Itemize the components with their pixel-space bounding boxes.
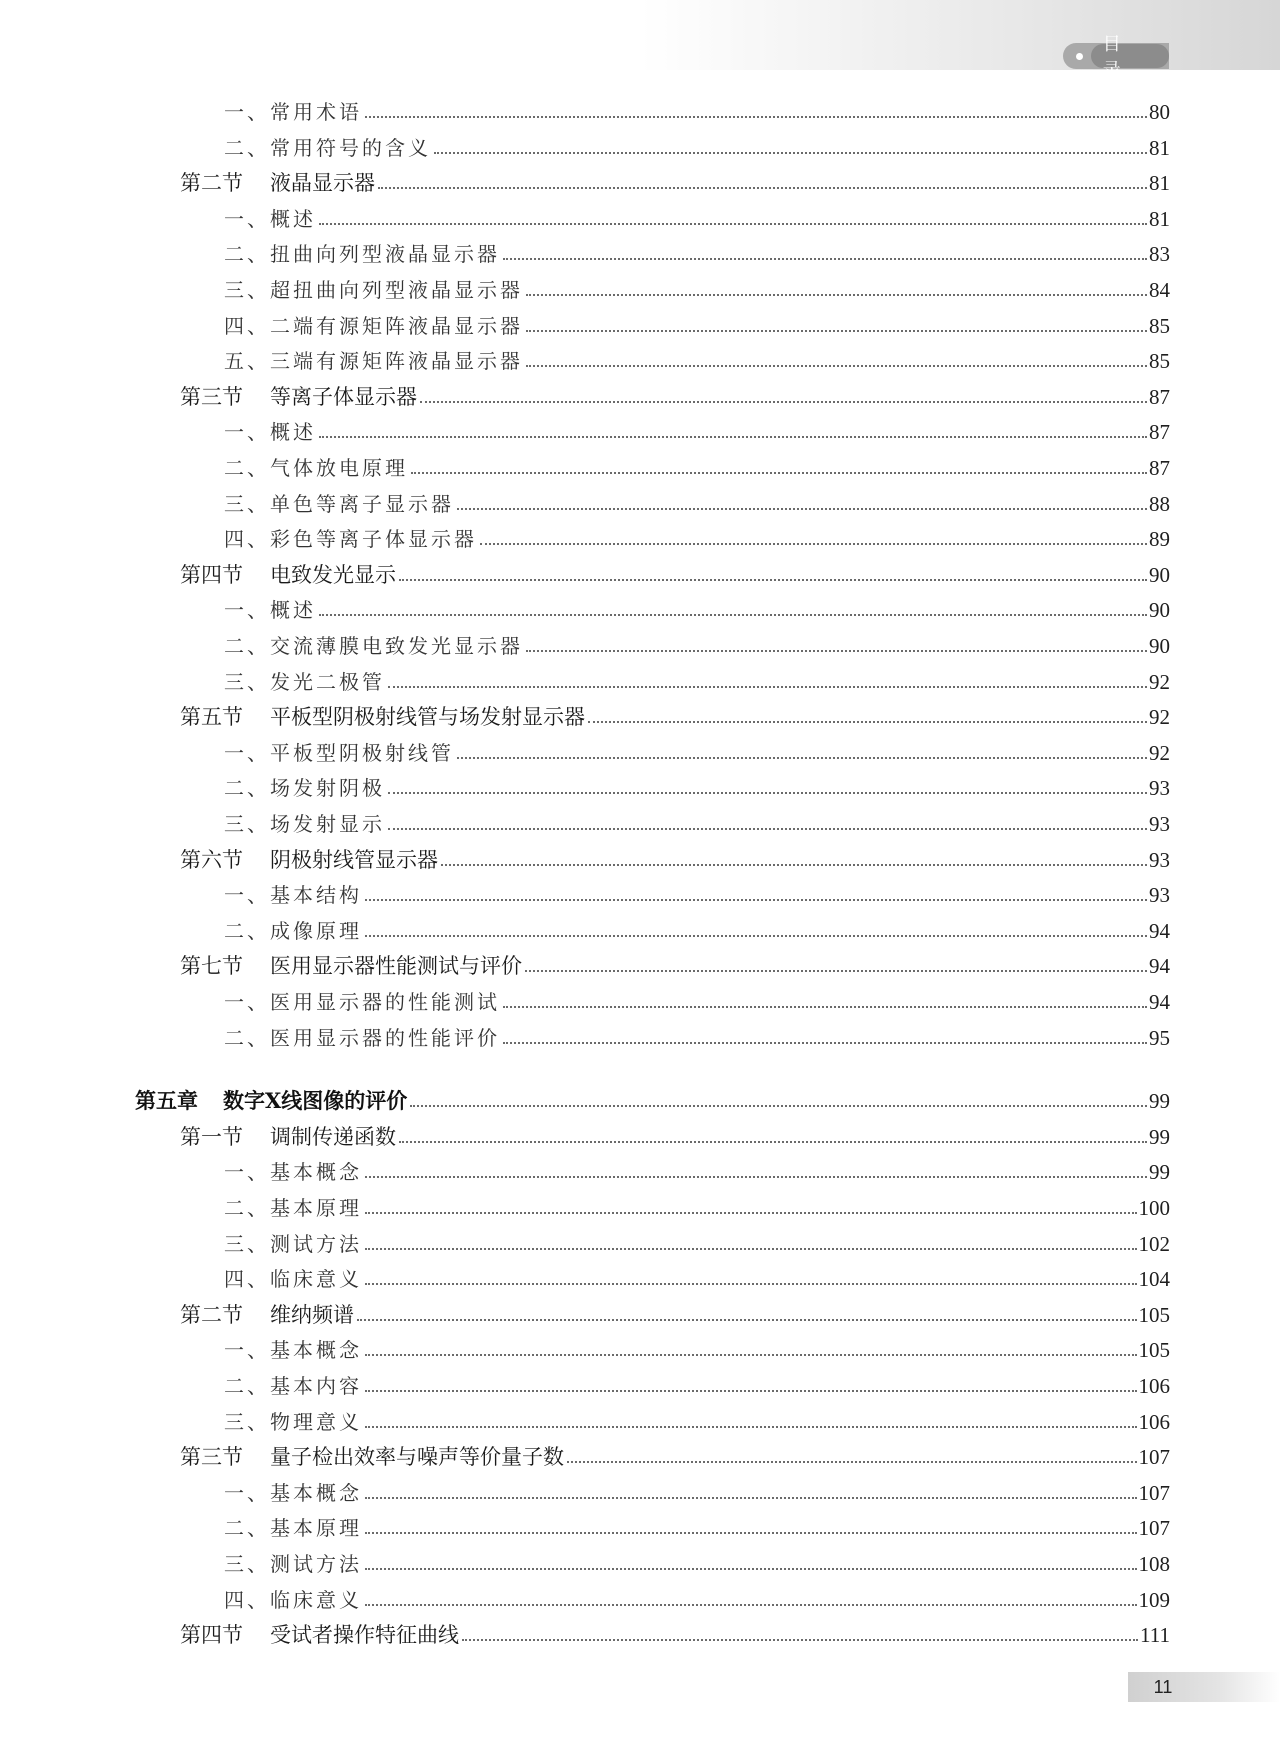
toc-entry-title (224, 1266, 362, 1292)
toc-entry-text: 二、基本原理 (224, 1516, 362, 1540)
toc-entry-item[interactable] (224, 447, 1170, 481)
toc-entry-page: 94 (1149, 954, 1170, 978)
toc-entry-item[interactable] (224, 1329, 1170, 1363)
toc-entry-section[interactable] (180, 1116, 1170, 1150)
toc-entry-text: 一、医用显示器的性能测试 (224, 990, 500, 1014)
toc-entry-chapter[interactable] (135, 1080, 1170, 1114)
toc-entry-title (180, 953, 522, 979)
toc-entry-title (224, 491, 454, 517)
toc-entry-title (224, 882, 362, 908)
toc-entry-page: 94 (1149, 990, 1170, 1014)
toc-entry-text: 液晶显示器 (270, 171, 375, 195)
toc-entry-title (180, 1302, 354, 1328)
dot-leader (388, 686, 1147, 688)
toc-entry-title (180, 384, 417, 410)
toc-entry-title (224, 455, 408, 481)
dot-leader (365, 1497, 1137, 1499)
toc-entry-page: 84 (1149, 278, 1170, 302)
toc-entry-item[interactable] (224, 661, 1170, 695)
dot-leader (378, 187, 1147, 189)
toc-entry-title (180, 704, 585, 730)
toc-entry-item[interactable] (224, 874, 1170, 908)
toc-entry-text: 一、基本概念 (224, 1481, 362, 1505)
toc-entry-page: 109 (1138, 1588, 1170, 1612)
toc-entry-title (224, 918, 362, 944)
toc-entry-item[interactable] (224, 340, 1170, 374)
dot-leader (480, 543, 1147, 545)
toc-entry-title (224, 1025, 500, 1051)
dot-leader (457, 508, 1147, 510)
dot-leader (399, 1141, 1147, 1143)
toc-entry-item[interactable] (224, 625, 1170, 659)
dot-leader (526, 294, 1147, 296)
dot-leader (399, 579, 1147, 581)
toc-entry-title (224, 348, 523, 374)
toc-entry-page: 111 (1140, 1623, 1170, 1647)
toc-entry-item[interactable] (224, 91, 1170, 125)
toc-entry-item[interactable] (224, 803, 1170, 837)
toc-entry-item[interactable] (224, 732, 1170, 766)
toc-entry-text: 五、三端有源矩阵液晶显示器 (224, 349, 523, 373)
toc-entry-title (180, 1622, 459, 1648)
toc-entry-item[interactable] (224, 589, 1170, 623)
toc-entry-text: 一、平板型阴极射线管 (224, 741, 454, 765)
toc-entry-page: 81 (1149, 136, 1170, 160)
toc-entry-number: 第一节 (180, 1125, 243, 1149)
toc-entry-item[interactable] (224, 305, 1170, 339)
toc-entry-page: 107 (1138, 1445, 1170, 1469)
toc-entry-text: 二、交流薄膜电致发光显示器 (224, 634, 523, 658)
toc-entry-title (180, 1444, 564, 1470)
toc-entry-title (224, 633, 523, 659)
toc-entry-text: 三、单色等离子显示器 (224, 492, 454, 516)
toc-entry-item[interactable] (224, 483, 1170, 517)
toc-entry-title (180, 562, 396, 588)
toc-entry-text: 数字X线图像的评价 (223, 1088, 408, 1113)
toc-entry-text: 二、扭曲向列型液晶显示器 (224, 242, 500, 266)
dot-leader (319, 614, 1147, 616)
dot-leader (357, 1319, 1137, 1321)
toc-entry-number: 第四节 (180, 1623, 243, 1647)
dot-leader (434, 152, 1147, 154)
toc-entry-page: 87 (1149, 456, 1170, 480)
toc-entry-item[interactable] (224, 198, 1170, 232)
toc-entry-page: 80 (1149, 100, 1170, 124)
toc-entry-text: 三、超扭曲向列型液晶显示器 (224, 278, 523, 302)
toc-entry-page: 83 (1149, 242, 1170, 266)
toc-entry-text: 三、发光二极管 (224, 670, 385, 694)
toc-entry-item[interactable] (224, 269, 1170, 303)
toc-entry-page: 87 (1149, 420, 1170, 444)
dot-leader (365, 935, 1147, 937)
toc-entry-title (224, 135, 431, 161)
toc-entry-text: 四、彩色等离子体显示器 (224, 527, 477, 551)
toc-entry-section[interactable] (180, 1614, 1170, 1648)
dot-leader (503, 1006, 1147, 1008)
toc-entry-page: 90 (1149, 634, 1170, 658)
toc-entry-text: 一、基本结构 (224, 883, 362, 907)
dot-leader (503, 1042, 1147, 1044)
toc-entry-title (224, 989, 500, 1015)
toc-entry-page: 93 (1149, 812, 1170, 836)
dot-leader (462, 1639, 1138, 1641)
toc-entry-number: 第五节 (180, 705, 243, 729)
header-section-tab (1063, 34, 1169, 81)
toc-entry-title (224, 597, 316, 623)
toc-entry-page: 99 (1149, 1160, 1170, 1184)
toc-entry-text: 三、测试方法 (224, 1232, 362, 1256)
dot-leader (457, 757, 1147, 759)
toc-entry-item[interactable] (224, 1401, 1170, 1435)
toc-entry-page: 105 (1138, 1338, 1170, 1362)
toc-entry-title (224, 313, 523, 339)
toc-entry-title (224, 1231, 362, 1257)
toc-entry-item[interactable] (224, 1223, 1170, 1257)
toc-entry-title (224, 1409, 362, 1435)
toc-entry-title (224, 1551, 362, 1577)
dot-leader (526, 330, 1147, 332)
toc-entry-section[interactable] (180, 376, 1170, 410)
toc-entry-page: 90 (1149, 598, 1170, 622)
toc-entry-section[interactable] (180, 554, 1170, 588)
toc-entry-text: 一、概述 (224, 598, 316, 622)
toc-entry-title (224, 775, 385, 801)
toc-entry-item[interactable] (224, 1543, 1170, 1577)
bullet-dot-icon (1076, 53, 1083, 60)
toc-entry-title (180, 1124, 396, 1150)
dot-leader (388, 792, 1147, 794)
toc-entry-text: 一、基本概念 (224, 1160, 362, 1184)
toc-entry-number: 第三节 (180, 1445, 243, 1469)
toc-entry-item[interactable] (224, 1579, 1170, 1613)
toc-entry-text: 平板型阴极射线管与场发射显示器 (270, 705, 585, 729)
toc-entry-text: 受试者操作特征曲线 (270, 1623, 459, 1647)
dot-leader (365, 1604, 1137, 1606)
dot-leader (388, 828, 1147, 830)
dot-leader (567, 1461, 1137, 1463)
toc-entry-section[interactable] (180, 1294, 1170, 1328)
toc-entry-page: 107 (1138, 1516, 1170, 1540)
dot-leader (365, 1354, 1137, 1356)
toc-entry-text: 调制传递函数 (270, 1125, 396, 1149)
toc-entry-number: 第二节 (180, 1303, 243, 1327)
toc-entry-text: 二、成像原理 (224, 919, 362, 943)
toc-entry-title (224, 1515, 362, 1541)
dot-leader (588, 721, 1147, 723)
toc-entry-text: 四、临床意义 (224, 1267, 362, 1291)
toc-entry-page: 108 (1138, 1552, 1170, 1576)
toc-entry-title (224, 99, 362, 125)
toc-entry-text: 一、概述 (224, 207, 316, 231)
dot-leader (365, 1568, 1137, 1570)
toc-entry-text: 二、基本内容 (224, 1374, 362, 1398)
toc-entry-page: 93 (1149, 848, 1170, 872)
toc-entry-page: 100 (1138, 1196, 1170, 1220)
toc-entry-item[interactable] (224, 1187, 1170, 1221)
toc-entry-text: 四、临床意义 (224, 1588, 362, 1612)
toc-entry-title (135, 1088, 407, 1114)
dot-leader (441, 864, 1147, 866)
toc-entry-page: 99 (1149, 1089, 1170, 1113)
toc-entry-page: 92 (1149, 705, 1170, 729)
toc-entry-item[interactable] (224, 1507, 1170, 1541)
page-number: 11 (1153, 1676, 1173, 1697)
toc-entry-item[interactable] (224, 518, 1170, 552)
toc-entry-item[interactable] (224, 1258, 1170, 1292)
toc-entry-text: 三、测试方法 (224, 1552, 362, 1576)
toc-entry-title (180, 170, 375, 196)
toc-entry-title (224, 669, 385, 695)
toc-entry-title (224, 1195, 362, 1221)
toc-entry-item[interactable] (224, 1151, 1170, 1185)
toc-entry-text: 一、基本概念 (224, 1338, 362, 1362)
dot-leader (365, 1283, 1137, 1285)
toc-entry-text: 电致发光显示 (270, 563, 396, 587)
toc-entry-text: 二、场发射阴极 (224, 776, 385, 800)
toc-entry-text: 医用显示器性能测试与评价 (270, 954, 522, 978)
toc-entry-title (180, 847, 438, 873)
toc-entry-page: 93 (1149, 883, 1170, 907)
toc-entry-text: 二、常用符号的含义 (224, 136, 431, 160)
toc-entry-title (224, 206, 316, 232)
toc-entry-text: 等离子体显示器 (270, 385, 417, 409)
toc-entry-page: 105 (1138, 1303, 1170, 1327)
toc-entry-section[interactable] (180, 1436, 1170, 1470)
toc-entry-number: 第三节 (180, 385, 243, 409)
dot-leader (365, 1248, 1137, 1250)
toc-entry-text: 三、物理意义 (224, 1410, 362, 1434)
toc-entry-section[interactable] (180, 945, 1170, 979)
toc-entry-page: 107 (1138, 1481, 1170, 1505)
toc-entry-title (224, 1480, 362, 1506)
dot-leader (365, 1212, 1137, 1214)
toc-entry-section[interactable] (180, 162, 1170, 196)
toc-entry-text: 维纳频谱 (270, 1303, 354, 1327)
toc-entry-page: 99 (1149, 1125, 1170, 1149)
toc-entry-text: 一、常用术语 (224, 100, 362, 124)
toc-entry-item[interactable] (224, 1017, 1170, 1051)
dot-leader (526, 650, 1147, 652)
toc-entry-number: 第四节 (180, 563, 243, 587)
toc-entry-item[interactable] (224, 910, 1170, 944)
toc-entry-number: 第七节 (180, 954, 243, 978)
toc-entry-title (224, 241, 500, 267)
toc-entry-page: 92 (1149, 741, 1170, 765)
dot-leader (365, 1426, 1137, 1428)
toc-entry-text: 二、气体放电原理 (224, 456, 408, 480)
toc-entry-text: 四、二端有源矩阵液晶显示器 (224, 314, 523, 338)
toc-entry-title (224, 1373, 362, 1399)
dot-leader (525, 970, 1147, 972)
toc-entry-page: 106 (1138, 1410, 1170, 1434)
toc-entry-section[interactable] (180, 839, 1170, 873)
toc-entry-text: 二、基本原理 (224, 1196, 362, 1220)
toc-entry-title (224, 1587, 362, 1613)
toc-entry-title (224, 1159, 362, 1185)
dot-leader (319, 223, 1147, 225)
toc-entry-title (224, 811, 385, 837)
toc-entry-page: 85 (1149, 349, 1170, 373)
toc-entry-item[interactable] (224, 127, 1170, 161)
dot-leader (365, 116, 1147, 118)
toc-entry-item[interactable] (224, 767, 1170, 801)
toc-entry-page: 104 (1138, 1267, 1170, 1291)
toc-entry-page: 89 (1149, 527, 1170, 551)
toc-entry-page: 94 (1149, 919, 1170, 943)
toc-entry-title (224, 740, 454, 766)
dot-leader (319, 436, 1147, 438)
toc-entry-text: 一、概述 (224, 420, 316, 444)
toc-entry-page: 81 (1149, 207, 1170, 231)
toc-entry-title (224, 419, 316, 445)
dot-leader (365, 899, 1147, 901)
header-section-label: 目录 (1091, 44, 1169, 68)
toc-entry-item[interactable] (224, 411, 1170, 445)
toc-entry-title (224, 1337, 362, 1363)
toc-entry-item[interactable] (224, 981, 1170, 1015)
toc-entry-item[interactable] (224, 233, 1170, 267)
toc-entry-number: 第二节 (180, 171, 243, 195)
toc-entry-number: 第五章 (135, 1088, 198, 1113)
toc-entry-page: 106 (1138, 1374, 1170, 1398)
toc-entry-page: 87 (1149, 385, 1170, 409)
toc-entry-text: 二、医用显示器的性能评价 (224, 1026, 500, 1050)
toc-entry-page: 95 (1149, 1026, 1170, 1050)
toc-entry-item[interactable] (224, 1365, 1170, 1399)
toc-entry-title (224, 526, 477, 552)
toc-entry-text: 三、场发射显示 (224, 812, 385, 836)
dot-leader (365, 1176, 1147, 1178)
toc-entry-page: 92 (1149, 670, 1170, 694)
toc-entry-page: 81 (1149, 171, 1170, 195)
dot-leader (503, 258, 1147, 260)
toc-entry-section[interactable] (180, 696, 1170, 730)
dot-leader (365, 1390, 1137, 1392)
dot-leader (526, 365, 1147, 367)
toc-entry-number: 第六节 (180, 848, 243, 872)
dot-leader (410, 1105, 1147, 1107)
toc-entry-title (224, 277, 523, 303)
dot-leader (365, 1532, 1137, 1534)
toc-entry-text: 量子检出效率与噪声等价量子数 (270, 1445, 564, 1469)
toc-entry-text: 阴极射线管显示器 (270, 848, 438, 872)
toc-entry-page: 102 (1138, 1232, 1170, 1256)
dot-leader (411, 472, 1147, 474)
dot-leader (420, 401, 1147, 403)
toc-entry-page: 85 (1149, 314, 1170, 338)
toc-entry-item[interactable] (224, 1472, 1170, 1506)
toc-entry-page: 88 (1149, 492, 1170, 516)
toc-entry-page: 93 (1149, 776, 1170, 800)
toc-entry-page: 90 (1149, 563, 1170, 587)
